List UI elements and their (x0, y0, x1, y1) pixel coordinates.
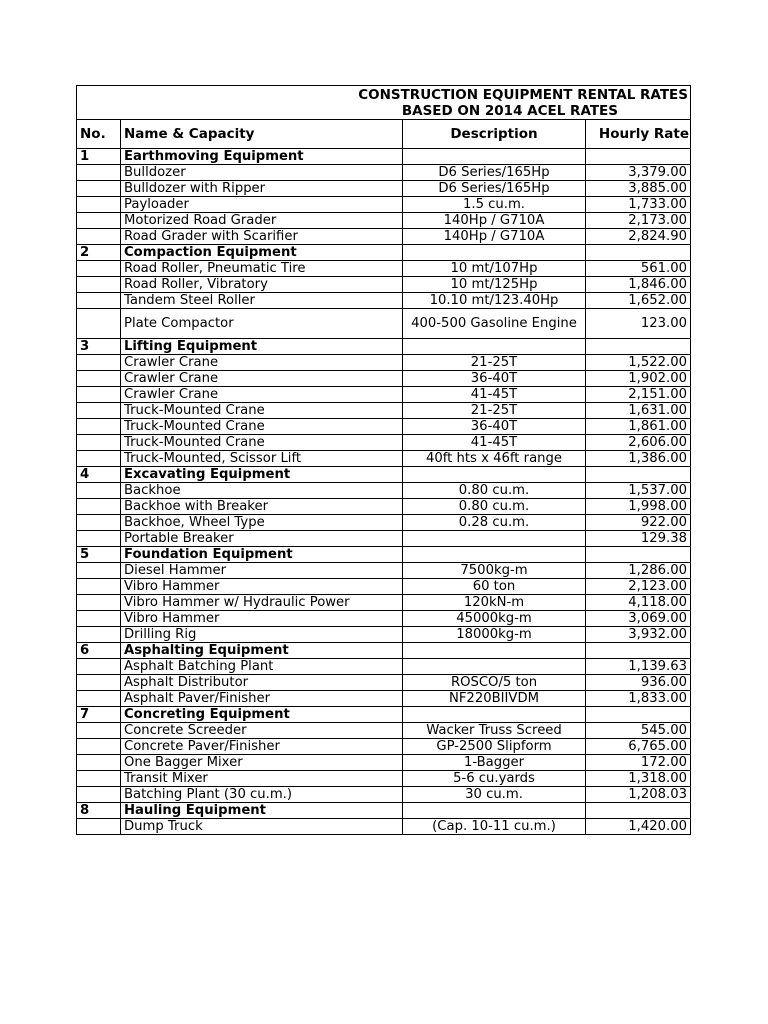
empty-cell (77, 229, 121, 245)
empty-cell (77, 659, 121, 675)
equipment-description: 36-40T (403, 419, 586, 435)
hourly-rate: 4,118.00 (586, 595, 691, 611)
empty-cell (77, 723, 121, 739)
hourly-rate: 1,208.03 (586, 787, 691, 803)
empty-cell (77, 515, 121, 531)
hourly-rate: 1,386.00 (586, 451, 691, 467)
header-row (77, 120, 691, 149)
equipment-name: Plate Compactor (121, 309, 403, 339)
category-row (77, 803, 691, 819)
hourly-rate: 1,286.00 (586, 563, 691, 579)
table-row (77, 659, 691, 675)
equipment-description: 45000kg-m (403, 611, 586, 627)
hourly-rate: 2,606.00 (586, 435, 691, 451)
equipment-name: Portable Breaker (121, 531, 403, 547)
equipment-description: (Cap. 10-11 cu.m.) (403, 819, 586, 835)
table-row (77, 755, 691, 771)
table-row (77, 419, 691, 435)
equipment-description: 1.5 cu.m. (403, 197, 586, 213)
category-name: Concreting Equipment (121, 707, 403, 723)
category-row (77, 643, 691, 659)
hourly-rate: 129.38 (586, 531, 691, 547)
empty-cell (77, 293, 121, 309)
equipment-name: Asphalt Distributor (121, 675, 403, 691)
category-row (77, 339, 691, 355)
table-row (77, 483, 691, 499)
category-number: 3 (77, 339, 121, 355)
hourly-rate: 2,151.00 (586, 387, 691, 403)
table-row (77, 579, 691, 595)
equipment-description: 140Hp / G710A (403, 229, 586, 245)
table-row (77, 181, 691, 197)
table-row (77, 197, 691, 213)
empty-cell (77, 355, 121, 371)
category-name: Asphalting Equipment (121, 643, 403, 659)
hourly-rate: 3,885.00 (586, 181, 691, 197)
empty-cell (77, 627, 121, 643)
title-line-1: CONSTRUCTION EQUIPMENT RENTAL RATES (358, 86, 688, 103)
equipment-description: 120kN-m (403, 595, 586, 611)
equipment-description: 30 cu.m. (403, 787, 586, 803)
equipment-description: 140Hp / G710A (403, 213, 586, 229)
hourly-rate: 1,139.63 (586, 659, 691, 675)
title-line-2: BASED ON 2014 ACEL RATES (401, 102, 618, 119)
equipment-name: Asphalt Paver/Finisher (121, 691, 403, 707)
equipment-name: Vibro Hammer w/ Hydraulic Power (121, 595, 403, 611)
hourly-rate: 6,765.00 (586, 739, 691, 755)
equipment-name: Backhoe, Wheel Type (121, 515, 403, 531)
sheet-title (77, 86, 691, 120)
equipment-description: 0.80 cu.m. (403, 483, 586, 499)
empty-cell (403, 467, 586, 483)
table-row (77, 627, 691, 643)
equipment-description: 41-45T (403, 387, 586, 403)
equipment-description: 7500kg-m (403, 563, 586, 579)
hourly-rate: 1,537.00 (586, 483, 691, 499)
equipment-name: Road Grader with Scarifier (121, 229, 403, 245)
equipment-description: 21-25T (403, 403, 586, 419)
table-row (77, 723, 691, 739)
table-row (77, 371, 691, 387)
equipment-name: Batching Plant (30 cu.m.) (121, 787, 403, 803)
equipment-name: Truck-Mounted Crane (121, 419, 403, 435)
empty-cell (586, 643, 691, 659)
category-number: 1 (77, 149, 121, 165)
hourly-rate: 1,652.00 (586, 293, 691, 309)
table-row (77, 611, 691, 627)
empty-cell (77, 483, 121, 499)
equipment-name: Road Roller, Vibratory (121, 277, 403, 293)
equipment-description: ROSCO/5 ton (403, 675, 586, 691)
hourly-rate: 1,420.00 (586, 819, 691, 835)
category-number: 6 (77, 643, 121, 659)
table-row (77, 739, 691, 755)
equipment-name: One Bagger Mixer (121, 755, 403, 771)
hourly-rate: 1,846.00 (586, 277, 691, 293)
table-row (77, 595, 691, 611)
title-row (77, 86, 691, 120)
header-hourly-rate: Hourly Rate (586, 120, 691, 149)
category-number: 8 (77, 803, 121, 819)
empty-cell (586, 245, 691, 261)
empty-cell (77, 403, 121, 419)
empty-cell (77, 499, 121, 515)
equipment-name: Concrete Paver/Finisher (121, 739, 403, 755)
equipment-name: Truck-Mounted Crane (121, 403, 403, 419)
empty-cell (77, 771, 121, 787)
equipment-description: 0.28 cu.m. (403, 515, 586, 531)
empty-cell (77, 309, 121, 339)
empty-cell (77, 371, 121, 387)
empty-cell (77, 691, 121, 707)
table-row (77, 261, 691, 277)
table-row (77, 355, 691, 371)
empty-cell (77, 387, 121, 403)
table-row (77, 563, 691, 579)
hourly-rate: 1,833.00 (586, 691, 691, 707)
empty-cell (77, 579, 121, 595)
hourly-rate: 1,733.00 (586, 197, 691, 213)
table-row (77, 435, 691, 451)
equipment-name: Transit Mixer (121, 771, 403, 787)
empty-cell (77, 595, 121, 611)
table-row (77, 213, 691, 229)
hourly-rate: 1,522.00 (586, 355, 691, 371)
table-row (77, 499, 691, 515)
equipment-name: Road Roller, Pneumatic Tire (121, 261, 403, 277)
category-number: 2 (77, 245, 121, 261)
empty-cell (586, 803, 691, 819)
equipment-name: Bulldozer with Ripper (121, 181, 403, 197)
hourly-rate: 3,069.00 (586, 611, 691, 627)
table-row (77, 531, 691, 547)
empty-cell (586, 547, 691, 563)
empty-cell (77, 165, 121, 181)
hourly-rate: 172.00 (586, 755, 691, 771)
equipment-name: Vibro Hammer (121, 579, 403, 595)
equipment-name: Tandem Steel Roller (121, 293, 403, 309)
equipment-name: Bulldozer (121, 165, 403, 181)
equipment-name: Dump Truck (121, 819, 403, 835)
hourly-rate: 2,824.90 (586, 229, 691, 245)
hourly-rate: 1,998.00 (586, 499, 691, 515)
equipment-name: Crawler Crane (121, 355, 403, 371)
table-row (77, 451, 691, 467)
rental-rates-table (76, 85, 691, 835)
empty-cell (403, 547, 586, 563)
empty-cell (77, 197, 121, 213)
hourly-rate: 3,932.00 (586, 627, 691, 643)
equipment-name: Backhoe (121, 483, 403, 499)
empty-cell (403, 149, 586, 165)
category-row (77, 707, 691, 723)
empty-cell (77, 277, 121, 293)
hourly-rate: 1,902.00 (586, 371, 691, 387)
hourly-rate: 1,318.00 (586, 771, 691, 787)
empty-cell (77, 819, 121, 835)
header-name: Name & Capacity (121, 120, 403, 149)
hourly-rate: 936.00 (586, 675, 691, 691)
empty-cell (403, 803, 586, 819)
category-name: Compaction Equipment (121, 245, 403, 261)
empty-cell (403, 643, 586, 659)
table-row (77, 787, 691, 803)
table-row (77, 309, 691, 339)
equipment-name: Asphalt Batching Plant (121, 659, 403, 675)
equipment-name: Diesel Hammer (121, 563, 403, 579)
category-number: 7 (77, 707, 121, 723)
equipment-name: Drilling Rig (121, 627, 403, 643)
category-name: Hauling Equipment (121, 803, 403, 819)
empty-cell (77, 531, 121, 547)
table-row (77, 277, 691, 293)
table-row (77, 819, 691, 835)
rental-rates-sheet (76, 85, 691, 835)
equipment-name: Backhoe with Breaker (121, 499, 403, 515)
hourly-rate: 922.00 (586, 515, 691, 531)
empty-cell (586, 149, 691, 165)
empty-cell (586, 707, 691, 723)
equipment-description: 41-45T (403, 435, 586, 451)
empty-cell (77, 181, 121, 197)
hourly-rate: 2,173.00 (586, 213, 691, 229)
category-name: Excavating Equipment (121, 467, 403, 483)
equipment-name: Concrete Screeder (121, 723, 403, 739)
table-row (77, 293, 691, 309)
header-no: No. (77, 120, 121, 149)
equipment-description: 36-40T (403, 371, 586, 387)
empty-cell (403, 339, 586, 355)
category-row (77, 149, 691, 165)
category-name: Earthmoving Equipment (121, 149, 403, 165)
table-row (77, 165, 691, 181)
equipment-name: Truck-Mounted, Scissor Lift (121, 451, 403, 467)
empty-cell (403, 245, 586, 261)
empty-cell (77, 213, 121, 229)
equipment-name: Crawler Crane (121, 371, 403, 387)
equipment-name: Vibro Hammer (121, 611, 403, 627)
hourly-rate: 3,379.00 (586, 165, 691, 181)
equipment-description: 5-6 cu.yards (403, 771, 586, 787)
hourly-rate: 2,123.00 (586, 579, 691, 595)
empty-cell (77, 755, 121, 771)
equipment-description: Wacker Truss Screed (403, 723, 586, 739)
category-row (77, 245, 691, 261)
equipment-name: Truck-Mounted Crane (121, 435, 403, 451)
category-name: Foundation Equipment (121, 547, 403, 563)
empty-cell (77, 435, 121, 451)
empty-cell (77, 451, 121, 467)
equipment-description: NF220BIIVDM (403, 691, 586, 707)
empty-cell (403, 707, 586, 723)
empty-cell (77, 675, 121, 691)
category-name: Lifting Equipment (121, 339, 403, 355)
table-body (77, 149, 691, 835)
equipment-description: 0.80 cu.m. (403, 499, 586, 515)
header-description: Description (403, 120, 586, 149)
equipment-name: Payloader (121, 197, 403, 213)
empty-cell (77, 787, 121, 803)
equipment-description: GP-2500 Slipform (403, 739, 586, 755)
equipment-description: 60 ton (403, 579, 586, 595)
empty-cell (77, 261, 121, 277)
equipment-description: 21-25T (403, 355, 586, 371)
table-row (77, 387, 691, 403)
table-row (77, 403, 691, 419)
equipment-description: D6 Series/165Hp (403, 165, 586, 181)
category-row (77, 547, 691, 563)
category-number: 4 (77, 467, 121, 483)
empty-cell (586, 467, 691, 483)
hourly-rate: 123.00 (586, 309, 691, 339)
table-row (77, 675, 691, 691)
hourly-rate: 561.00 (586, 261, 691, 277)
empty-cell (586, 339, 691, 355)
table-row (77, 691, 691, 707)
equipment-description: 400-500 Gasoline Engine (403, 309, 586, 339)
equipment-description: 18000kg-m (403, 627, 586, 643)
equipment-name: Crawler Crane (121, 387, 403, 403)
category-number: 5 (77, 547, 121, 563)
equipment-description (403, 531, 586, 547)
equipment-description: 10.10 mt/123.40Hp (403, 293, 586, 309)
equipment-description: 10 mt/125Hp (403, 277, 586, 293)
empty-cell (77, 739, 121, 755)
equipment-description: D6 Series/165Hp (403, 181, 586, 197)
equipment-name: Motorized Road Grader (121, 213, 403, 229)
equipment-description: 40ft hts x 46ft range (403, 451, 586, 467)
hourly-rate: 545.00 (586, 723, 691, 739)
category-row (77, 467, 691, 483)
empty-cell (77, 611, 121, 627)
empty-cell (77, 419, 121, 435)
hourly-rate: 1,861.00 (586, 419, 691, 435)
hourly-rate: 1,631.00 (586, 403, 691, 419)
table-row (77, 229, 691, 245)
table-row (77, 515, 691, 531)
empty-cell (77, 563, 121, 579)
equipment-description (403, 659, 586, 675)
table-row (77, 771, 691, 787)
equipment-description: 1-Bagger (403, 755, 586, 771)
equipment-description: 10 mt/107Hp (403, 261, 586, 277)
